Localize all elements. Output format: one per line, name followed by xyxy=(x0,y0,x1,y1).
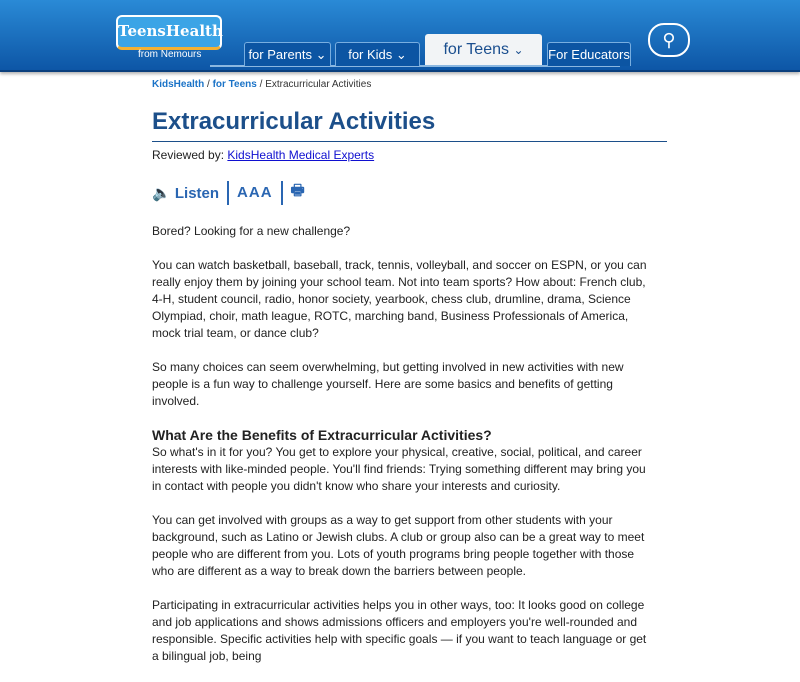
breadcrumb-sep: / xyxy=(259,79,263,90)
site-header xyxy=(0,0,800,72)
paragraph: You can watch basketball, baseball, track, tennis, volleyball, and soccer on ESPN, or you can really enjoy them by joining your school team. Not into team sports? How about: French club, 4-H, student council, radio, honor society, yearbook, chess club, drumline, drama, Science Olympiad, choir, math league, ROTC, marching band, Business Professionals of America, mock trial team, or dance club? xyxy=(152,258,647,340)
tab-label: for Parents xyxy=(248,47,313,62)
teenshealth-logo[interactable]: TeensHealth xyxy=(116,15,222,50)
print-icon[interactable]: 🖶 xyxy=(290,182,305,199)
reviewer-link[interactable]: KidsHealth Medical Experts xyxy=(227,148,375,162)
section-heading: What Are the Benefits of Extracurricular Activities? xyxy=(152,427,492,443)
page-title: Extracurricular Activities xyxy=(152,108,667,142)
text-size-button[interactable]: AAA xyxy=(237,184,273,201)
tab-for-teens[interactable]: for Teens ⌄ xyxy=(425,34,542,65)
reviewed-label: Reviewed by: xyxy=(152,148,225,162)
paragraph: So what's in it for you? You get to explore your physical, creative, social, political, and career interests with like-minded people. You'll find friends: Trying something different may bring you in contact with people you didn't know who share your interests and curiosity. xyxy=(152,445,646,493)
tab-label: For Educators xyxy=(548,47,630,62)
listen-label: Listen xyxy=(174,184,220,202)
search-button[interactable] xyxy=(648,23,690,57)
breadcrumb-kidshealth[interactable]: KidsHealth xyxy=(152,79,205,90)
listen-button[interactable] xyxy=(152,184,219,202)
reviewed-by xyxy=(152,148,374,162)
paragraph: So many choices can seem overwhelming, but getting involved in new activities with new people is a fun way to challenge yourself. Here are some basics and benefits of getting involved. xyxy=(152,360,624,408)
divider xyxy=(281,181,283,205)
tab-for-educators[interactable] xyxy=(547,42,631,66)
speaker-icon: 🔈 xyxy=(152,184,171,202)
breadcrumb-sep: / xyxy=(207,79,210,90)
tab-label: for Kids xyxy=(348,47,393,62)
article-tools xyxy=(152,180,305,205)
logo-subtitle: from Nemours xyxy=(138,49,202,60)
tab-label: for Teens xyxy=(443,41,509,58)
breadcrumb-for-teens[interactable]: for Teens xyxy=(212,79,257,90)
tab-for-kids[interactable]: for Kids ⌄ xyxy=(335,42,420,66)
search-icon: ⚲ xyxy=(662,30,676,50)
tab-for-parents[interactable]: for Parents ⌄ xyxy=(244,42,331,66)
paragraph: Participating in extracurricular activities helps you in other ways, too: It looks good on college and job applications and shows admissions officers and employers you're well-rounded and responsible. Specific activities help with specific goals — if you want to teach language or get a bilingual job, being xyxy=(152,598,647,663)
article-body xyxy=(152,223,652,682)
paragraph: You can get involved with groups as a way to get support from other students with your background, such as Latino or Jewish clubs. A club or group also can be a great way to meet people who are different from you. Lots of youth programs bring people together with those who are different as a way to break down the barriers between people. xyxy=(152,513,645,578)
breadcrumb xyxy=(152,79,371,90)
paragraph: Bored? Looking for a new challenge? xyxy=(152,224,351,238)
breadcrumb-current: Extracurricular Activities xyxy=(265,79,372,90)
divider xyxy=(227,181,229,205)
